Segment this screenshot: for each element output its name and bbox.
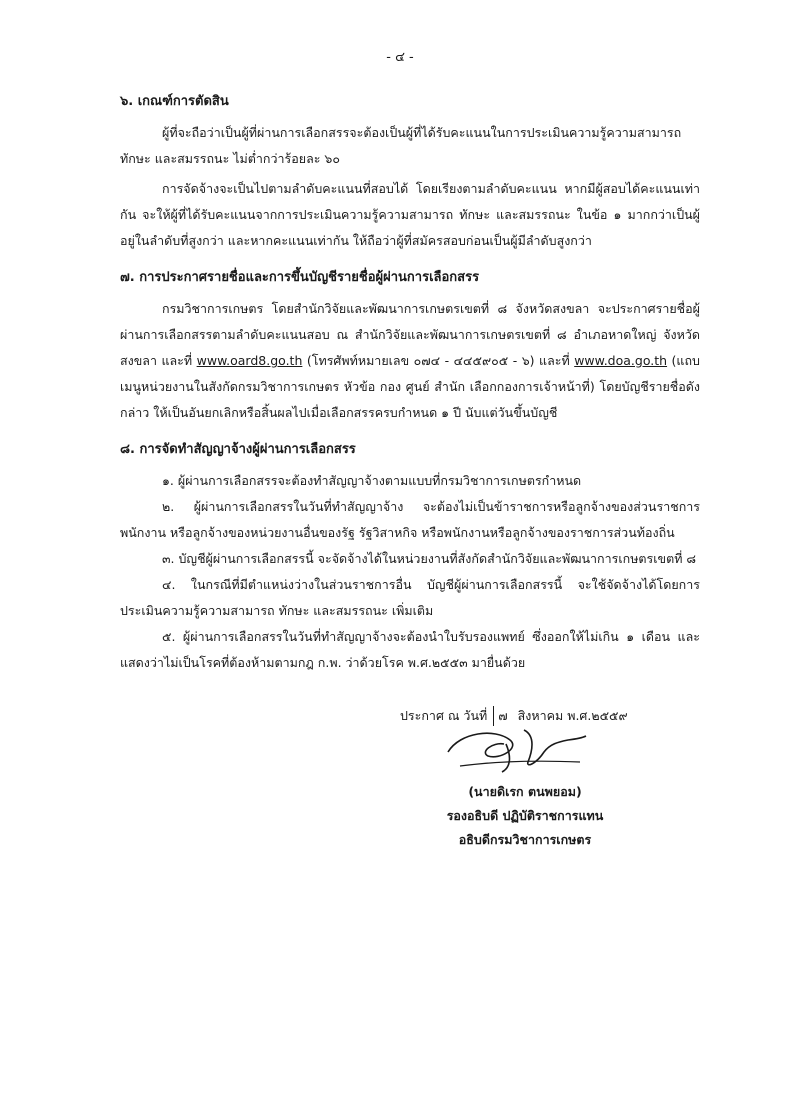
- announcement-prefix: ประกาศ ณ วันที่: [400, 708, 488, 723]
- section-7: [120, 266, 700, 426]
- section-8-item-3: ๓. บัญชีผู้ผ่านการเลือกสรรนี้ จะจัดจ้างได้ในหน่วยงานที่สังกัดสำนักวิจัยและพัฒนาการเกษตรเขตที่ ๘: [162, 551, 697, 566]
- announcement-month-year: สิงหาคม พ.ศ.๒๕๕๙: [517, 708, 628, 723]
- section-7-text-c: (แถบเมนูหน่วยงานในสังกัดกรมวิชาการเกษตร หัวข้อ กอง ศูนย์ สำนัก เลือกกองการเจ้าหน้าที่) โดยบัญชีรายชื่อดังกล่าว ให้เป็นอันยกเลิกหรือสิ้นผลไปเมื่อเลือกสรรครบกำหนด ๑ ปี นับแต่วันขึ้นบัญชี: [120, 353, 700, 420]
- section-6-paragraph-2: การจัดจ้างจะเป็นไปตามลำดับคะแนนที่สอบได้ โดยเรียงตามลำดับคะแนน หากมีผู้สอบได้คะแนนเท่ากัน จะให้ผู้ที่ได้รับคะแนนจากการประเมินความรู้ความสามารถ ทักษะ และสมรรถนะ ในข้อ ๑ มากกว่าเป็นผู้อยู่ในลำดับที่สูงกว่า และหากคะแนนเท่ากัน ให้ถือว่าผู้ที่สมัครสอบก่อนเป็นผู้มีลำดับสูงกว่า: [120, 181, 700, 248]
- page-number: - ๔ -: [386, 50, 414, 65]
- signatory-position: รองอธิบดี ปฏิบัติราชการแทน: [446, 808, 604, 823]
- signatory-organization: อธิบดีกรมวิชาการเกษตร: [458, 832, 592, 847]
- section-6-heading: ๖. เกณฑ์การตัดสิน: [120, 94, 229, 109]
- section-8-item-1: ๑. ผู้ผ่านการเลือกสรรจะต้องทำสัญญาจ้างตามแบบที่กรมวิชาการเกษตรกำหนด: [162, 473, 582, 488]
- section-7-heading: ๗. การประกาศรายชื่อและการขึ้นบัญชีรายชื่อผู้ผ่านการเลือกสรร: [120, 270, 480, 285]
- signatory-name: (นายดิเรก ตนพยอม): [468, 784, 582, 799]
- section-8-item-5: ๕. ผู้ผ่านการเลือกสรรในวันที่ทำสัญญาจ้างจะต้องนำใบรับรองแพทย์ ซึ่งออกให้ไม่เกิน ๑ เดือน และแสดงว่าไม่เป็นโรคที่ต้องห้ามตามกฎ ก.พ. ว่าด้วยโรค พ.ศ.๒๕๕๓ มายื่นด้วย: [120, 629, 700, 670]
- handwritten-signature: [440, 722, 590, 778]
- section-8: [120, 438, 700, 676]
- section-6-paragraph-1: ผู้ที่จะถือว่าเป็นผู้ที่ผ่านการเลือกสรรจะต้องเป็นผู้ที่ได้รับคะแนนในการประเมินความรู้ความสามารถ ทักษะ และสมรรถนะ ไม่ต่ำกว่าร้อยละ ๖๐: [120, 125, 682, 166]
- section-8-item-2: ๒. ผู้ผ่านการเลือกสรรในวันที่ทำสัญญาจ้าง จะต้องไม่เป็นข้าราชการหรือลูกจ้างของส่วนราชการ พนักงาน หรือลูกจ้างของหน่วยงานอื่นของรัฐ รัฐวิสาหกิจ หรือพนักงานหรือลูกจ้างของราชการส่วนท้องถิ่น: [120, 499, 700, 540]
- section-6: [120, 90, 700, 254]
- document-body: [120, 90, 700, 676]
- section-7-text-a: กรมวิชาการเกษตร โดยสำนักวิจัยและพัฒนาการเกษตรเขตที่ ๘ จังหวัดสงขลา จะประกาศรายชื่อผู้ผ่านการเลือกสรรตามลำดับคะแนนสอบ ณ สำนักวิจัยและพัฒนาการเกษตรเขตที่ ๘ อำเภอหาดใหญ่ จังหวัดสงขลา และที่: [120, 301, 700, 368]
- signature-block: [410, 780, 640, 852]
- doa-website-link[interactable]: www.doa.go.th: [574, 353, 668, 368]
- section-8-item-4: ๔. ในกรณีที่มีตำแหน่งว่างในส่วนราชการอื่น บัญชีผู้ผ่านการเลือกสรรนี้ จะใช้จัดจ้างได้โดยการประเมินความรู้ความสามารถ ทักษะ และสมรรถนะ เพิ่มเติม: [120, 577, 700, 618]
- announcement-day: ๗: [493, 706, 517, 726]
- section-8-heading: ๘. การจัดทำสัญญาจ้างผู้ผ่านการเลือกสรร: [120, 442, 356, 457]
- section-7-text-b: (โทรศัพท์หมายเลข ๐๗๔ - ๔๔๕๙๐๕ - ๖) และที่: [302, 353, 575, 368]
- section-7-paragraph: [120, 296, 700, 426]
- oard8-website-link[interactable]: www.oard8.go.th: [196, 353, 303, 368]
